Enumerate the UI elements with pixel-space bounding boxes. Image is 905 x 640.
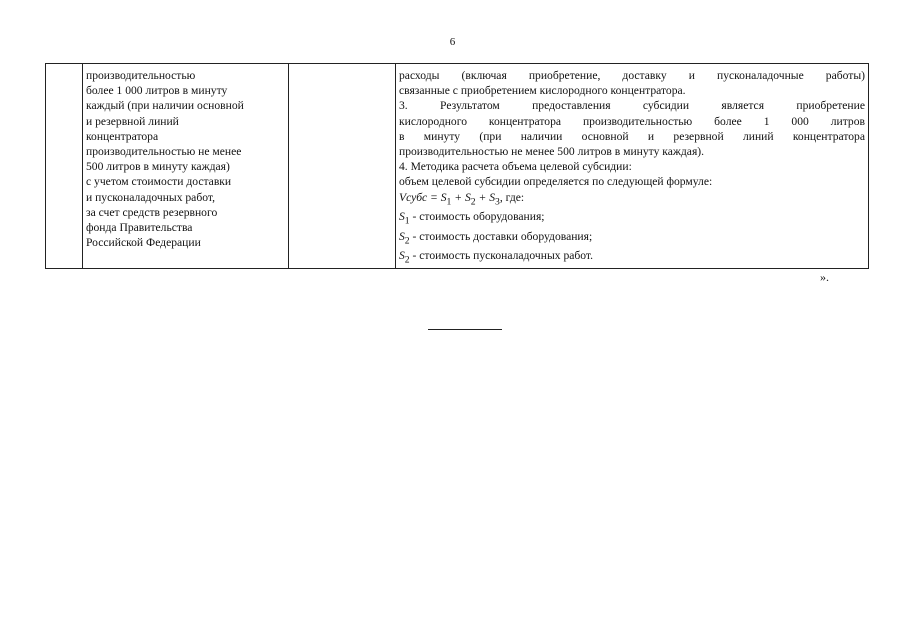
definition-s3 (399, 248, 865, 268)
table-cell-terms (396, 64, 869, 269)
def-symbol: S (399, 249, 405, 263)
method-heading: 4. Методика расчета объема целевой субсидии: (399, 160, 632, 174)
description-line: Российской Федерации (86, 236, 201, 250)
formula-plus: + (475, 190, 490, 204)
result-line: в минуту (при наличии основной и резервной линий концентратора (399, 129, 865, 143)
definition-s1 (399, 209, 865, 229)
result-line: производительностью не менее 500 литров в минуту каждая). (399, 145, 705, 159)
def-text: - стоимость доставки оборудования; (409, 229, 593, 243)
def-subscript: 1 (404, 215, 410, 227)
expenses-line: расходы (включая приобретение, доставку и пусконаладочные работы) (399, 69, 865, 82)
formula-s3: S (489, 190, 496, 204)
def-symbol: S (399, 229, 405, 243)
definition-s2 (399, 229, 865, 249)
formula-plus: + (451, 190, 465, 204)
description-line: более 1 000 литров в минуту (86, 84, 228, 98)
formula-s3-sub: 3 (495, 195, 500, 207)
document-table (45, 63, 869, 269)
subsidy-formula (399, 190, 865, 210)
table-cell-number (46, 64, 83, 269)
description-line: и пусконаладочных работ, (86, 190, 215, 204)
formula-s1: S (440, 190, 447, 204)
formula-s2: S (465, 190, 471, 204)
def-text: - стоимость оборудования; (409, 210, 545, 224)
def-text: - стоимость пусконаладочных работ. (409, 249, 594, 263)
description-line: фонда Правительства (86, 221, 193, 235)
description-line: 500 литров в минуту каждая) (86, 160, 230, 174)
description-line: с учетом стоимости доставки (86, 175, 232, 189)
formula-s1-sub: 1 (446, 195, 452, 207)
page-number: 6 (449, 36, 456, 48)
result-line: 3. Результатом предоставления субсидии является приобретение (399, 99, 865, 113)
description-line: производительностью не менее (86, 145, 242, 159)
closing-quote: ». (820, 270, 829, 284)
table-cell-empty (289, 64, 396, 269)
formula-s2-sub: 2 (470, 195, 476, 207)
formula-lhs: Vсубс (399, 190, 428, 204)
def-symbol: S (399, 210, 405, 224)
description-line: и резервной линий (86, 114, 179, 128)
result-line: кислородного концентратора производительностью более 1 000 литров (399, 114, 865, 128)
expenses-line: связанные с приобретением кислородного концентратора. (399, 84, 686, 98)
def-subscript: 2 (404, 234, 410, 246)
description-line: каждый (при наличии основной (86, 99, 244, 113)
formula-tail: , где: (499, 190, 525, 204)
formula-equals: = (427, 190, 441, 204)
table-row (46, 64, 869, 269)
description-line: производительностью (86, 69, 196, 82)
def-subscript: 2 (404, 254, 410, 266)
description-line: концентратора (86, 129, 159, 143)
method-line: объем целевой субсидии определяется по следующей формуле: (399, 175, 713, 189)
table-cell-description (83, 64, 289, 269)
end-divider (428, 329, 502, 330)
description-line: за счет средств резервного (86, 205, 218, 219)
